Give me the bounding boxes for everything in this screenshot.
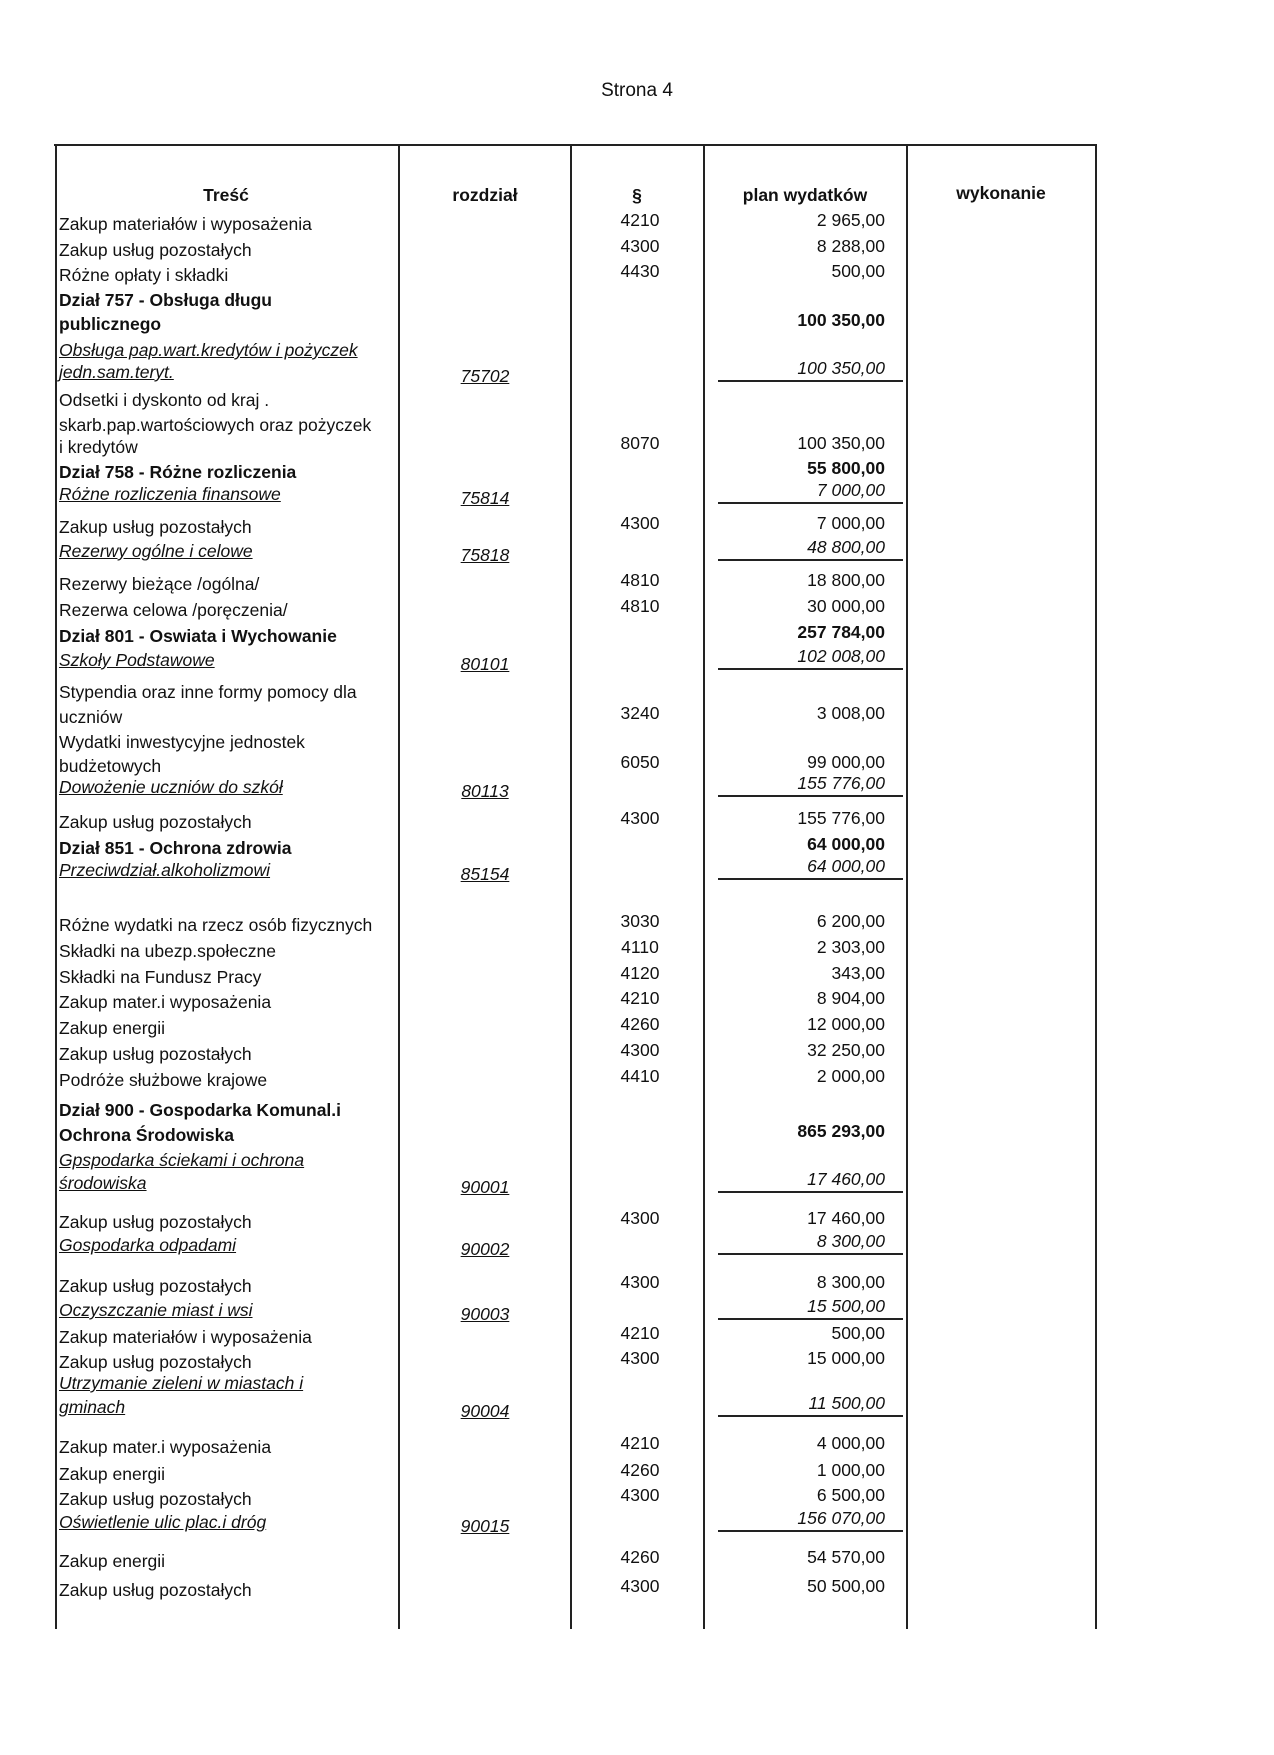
row-text: Zakup usług pozostałych [59,1580,252,1600]
row-text: budżetowych [59,756,162,776]
row-plan: 99 000,00 [807,752,885,772]
row-paragraf: 4810 [620,570,660,590]
row-text: Różne opłaty i składki [59,265,229,285]
row-paragraf: 4210 [620,1323,660,1343]
row-text: Dział 851 - Ochrona zdrowia [59,838,292,858]
row-text: Rezerwy ogólne i celowe [59,541,253,561]
row-plan: 64 000,00 [807,856,885,876]
row-text: Oczyszczanie miast i wsi [59,1300,253,1320]
row-plan: 48 800,00 [807,537,885,557]
row-plan: 32 250,00 [807,1040,885,1060]
row-text: Zakup materiałów i wyposażenia [59,1327,312,1347]
subtotal-underline [718,1253,903,1255]
row-paragraf: 4210 [620,1433,660,1453]
row-plan: 3 008,00 [816,703,885,723]
row-plan: 30 000,00 [807,596,885,616]
subtotal-underline [718,380,903,382]
row-rozdzial: 85154 [460,864,510,884]
row-paragraf: 4810 [620,596,660,616]
row-plan: 11 500,00 [808,1393,885,1413]
row-paragraf: 4410 [620,1066,660,1086]
row-plan: 17 460,00 [807,1169,885,1189]
row-text: Zakup energii [59,1018,166,1038]
row-plan: 1 000,00 [816,1460,885,1480]
row-text: Dział 758 - Różne rozliczenia [59,462,297,482]
row-text: Podróże służbowe krajowe [59,1070,268,1090]
row-paragraf: 4300 [620,1485,660,1505]
row-paragraf: 4300 [620,236,660,256]
row-text: Dowożenie uczniów do szkół [59,777,283,797]
row-plan: 55 800,00 [807,458,885,478]
col-border-paragraf [703,144,705,1629]
row-plan: 343,00 [831,963,885,983]
row-paragraf: 4300 [620,1208,660,1228]
header-wykonanie: wykonanie [956,183,1046,203]
row-paragraf: 4300 [620,1272,660,1292]
row-paragraf: 4300 [620,1348,660,1368]
row-text: Gpspodarka ściekami i ochrona [59,1150,305,1170]
row-text: środowiska [59,1173,147,1193]
subtotal-underline [718,1415,903,1417]
row-text: Obsługa pap.wart.kredytów i pożyczek [59,340,358,360]
row-text: Dział 757 - Obsługa długu [59,290,272,310]
row-rozdzial: 90004 [460,1401,510,1421]
row-paragraf: 4210 [620,210,660,230]
row-plan: 865 293,00 [797,1121,885,1141]
row-paragraf: 4260 [620,1547,660,1567]
row-plan: 8 904,00 [816,988,885,1008]
row-text: Ochrona Środowiska [59,1125,235,1145]
col-border-left [55,144,57,1629]
row-plan: 8 300,00 [816,1231,885,1251]
header-plan: plan wydatków [742,185,868,205]
row-plan: 2 965,00 [816,210,885,230]
table-top-border [54,144,1096,146]
row-paragraf: 4300 [620,1040,660,1060]
row-plan: 100 350,00 [797,310,885,330]
row-plan: 54 570,00 [807,1547,885,1567]
row-text: Rezerwy bieżące /ogólna/ [59,574,260,594]
row-plan: 6 500,00 [816,1485,885,1505]
row-plan: 18 800,00 [807,570,885,590]
row-text: jedn.sam.teryt. [59,362,174,382]
row-plan: 15 500,00 [807,1296,885,1316]
row-plan: 2 303,00 [816,937,885,957]
row-plan: 12 000,00 [807,1014,885,1034]
row-rozdzial: 90001 [460,1177,510,1197]
row-text: publicznego [59,314,162,334]
col-border-right [1095,144,1097,1629]
row-text: Zakup energii [59,1551,166,1571]
row-paragraf: 4120 [620,963,660,983]
row-rozdzial: 75818 [460,545,510,565]
row-text: skarb.pap.wartościowych oraz pożyczek [59,415,372,435]
row-plan: 6 200,00 [816,911,885,931]
row-plan: 102 008,00 [797,646,885,666]
row-plan: 257 784,00 [797,622,885,642]
row-plan: 8 288,00 [816,236,885,256]
row-paragraf: 4430 [620,261,660,281]
row-plan: 155 776,00 [797,773,885,793]
row-plan: 100 350,00 [797,433,885,453]
row-plan: 2 000,00 [816,1066,885,1086]
row-text: Zakup usług pozostałych [59,1276,252,1296]
row-text: gminach [59,1397,126,1417]
row-text: Przeciwdział.alkoholizmowi [59,860,271,880]
col-border-rozdzial [570,144,572,1629]
row-text: Zakup usług pozostałych [59,517,252,537]
row-plan: 8 300,00 [816,1272,885,1292]
row-text: uczniów [59,707,123,727]
row-plan: 156 070,00 [797,1508,885,1528]
row-rozdzial: 75702 [460,366,510,386]
row-text: Gospodarka odpadami [59,1235,237,1255]
row-text: Zakup materiałów i wyposażenia [59,214,312,234]
row-text: Utrzymanie zieleni w miastach i [59,1373,304,1393]
row-text: Zakup usług pozostałych [59,1044,252,1064]
row-text: i kredytów [59,437,138,457]
row-plan: 500,00 [831,261,885,281]
subtotal-underline [718,1191,903,1193]
row-rozdzial: 75814 [460,488,510,508]
row-paragraf: 6050 [620,752,660,772]
row-text: Zakup energii [59,1464,166,1484]
row-text: Zakup mater.i wyposażenia [59,1437,272,1457]
header-rozdzial: rozdział [452,185,518,205]
subtotal-underline [718,668,903,670]
row-plan: 50 500,00 [807,1576,885,1596]
row-text: Zakup usług pozostałych [59,240,252,260]
row-rozdzial: 90003 [460,1304,510,1324]
row-paragraf: 3240 [620,703,660,723]
row-text: Zakup usług pozostałych [59,1489,252,1509]
row-paragraf: 3030 [620,911,660,931]
subtotal-underline [718,1530,903,1532]
row-text: Zakup usług pozostałych [59,1352,252,1372]
row-rozdzial: 80101 [460,654,510,674]
row-rozdzial: 80113 [461,781,509,801]
subtotal-underline [718,502,903,504]
header-paragraf: § [632,185,642,205]
row-text: Zakup mater.i wyposażenia [59,992,272,1012]
row-paragraf: 4300 [620,808,660,828]
row-text: Oświetlenie ulic plac.i dróg [59,1512,267,1532]
row-text: Dział 801 - Oswiata i Wychowanie [59,626,337,646]
subtotal-underline [718,795,903,797]
subtotal-underline [718,878,903,880]
row-paragraf: 4210 [620,988,660,1008]
row-paragraf: 4300 [620,513,660,533]
row-text: Składki na ubezp.społeczne [59,941,276,961]
row-text: Różne wydatki na rzecz osób fizycznych [59,915,373,935]
row-text: Dział 900 - Gospodarka Komunal.i [59,1100,342,1120]
row-plan: 4 000,00 [816,1433,885,1453]
row-plan: 7 000,00 [816,513,885,533]
row-text: Odsetki i dyskonto od kraj . [59,390,270,410]
subtotal-underline [718,1318,903,1320]
row-text: Wydatki inwestycyjne jednostek [59,732,305,752]
row-plan: 7 000,00 [816,480,885,500]
row-plan: 100 350,00 [797,358,885,378]
row-text: Szkoły Podstawowe [59,650,215,670]
page-title: Strona 4 [601,80,673,101]
row-text: Różne rozliczenia finansowe [59,484,281,504]
subtotal-underline [718,559,903,561]
row-paragraf: 4260 [620,1014,660,1034]
row-text: Rezerwa celowa /poręczenia/ [59,600,288,620]
row-paragraf: 4300 [620,1576,660,1596]
row-plan: 15 000,00 [807,1348,885,1368]
row-paragraf: 4260 [620,1460,660,1480]
row-plan: 500,00 [831,1323,885,1343]
row-text: Składki na Fundusz Pracy [59,967,262,987]
row-rozdzial: 90015 [460,1516,510,1536]
col-border-tresc [398,144,400,1629]
row-paragraf: 8070 [620,433,660,453]
row-plan: 17 460,00 [807,1208,885,1228]
row-text: Zakup usług pozostałych [59,812,252,832]
row-plan: 155 776,00 [797,808,885,828]
row-plan: 64 000,00 [807,834,885,854]
row-text: Zakup usług pozostałych [59,1212,252,1232]
col-border-plan [906,144,908,1629]
row-text: Stypendia oraz inne formy pomocy dla [59,682,357,702]
row-paragraf: 4110 [621,937,659,957]
row-rozdzial: 90002 [460,1239,510,1259]
header-tresc: Treść [203,185,249,205]
